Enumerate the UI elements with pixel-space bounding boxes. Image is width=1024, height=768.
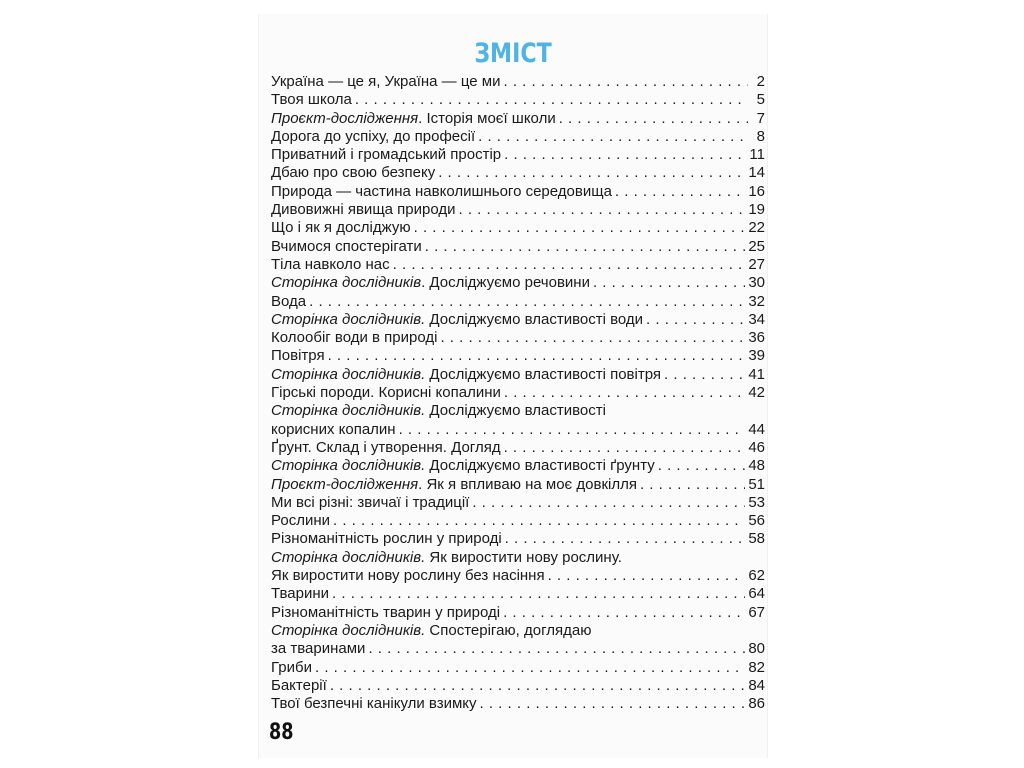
toc-entry-text-continued: корисних копалин [271, 420, 396, 438]
toc-entry-title [271, 476, 637, 494]
toc-line [271, 311, 765, 329]
toc-line [271, 219, 765, 237]
dot-leader [664, 366, 745, 384]
toc-line [271, 421, 765, 439]
dot-leader [330, 677, 746, 695]
dot-leader [333, 512, 745, 530]
toc-entry-text: Гриби [271, 658, 312, 676]
toc-entry-title [271, 73, 500, 91]
toc-entry-page: 22 [748, 219, 765, 237]
toc-entry [271, 256, 765, 274]
toc-entry [271, 110, 765, 128]
toc-entry-text: Ми всі різні: звичаї і традиції [271, 493, 470, 511]
toc-entry-title [271, 219, 411, 237]
toc-entry-title [271, 384, 501, 402]
dot-leader [332, 585, 745, 603]
toc-entry-text: Як виростити нову рослину. [425, 548, 622, 566]
toc-line [271, 347, 765, 365]
toc-entry-page: 5 [756, 91, 765, 109]
toc-entry-text: Твої безпечні канікули взимку [271, 695, 477, 713]
toc-entry [271, 512, 765, 530]
toc-line [271, 329, 765, 347]
toc-entry [271, 366, 765, 384]
toc-entry [271, 476, 765, 494]
toc-entry-title [271, 549, 622, 567]
toc-entry [271, 659, 765, 677]
toc-entry-title [271, 238, 422, 256]
toc-line [271, 640, 765, 658]
toc-line [271, 439, 765, 457]
toc-line [271, 695, 765, 713]
dot-leader [504, 439, 746, 457]
toc-entry-text: Тіла навколо нас [271, 255, 390, 273]
toc-entry-page: 30 [748, 274, 765, 292]
toc-entry [271, 347, 765, 365]
page-title: ЗМІСТ [474, 38, 552, 69]
toc-line [271, 366, 765, 384]
toc-entry [271, 238, 765, 256]
toc-line [271, 457, 765, 475]
dot-leader [646, 311, 745, 329]
dot-leader [559, 110, 748, 128]
toc-entry-title [271, 512, 330, 530]
toc-entry [271, 311, 765, 329]
dot-leader [503, 73, 748, 91]
toc-entry-page: 27 [748, 255, 765, 273]
toc-entry-page: 39 [748, 347, 765, 365]
toc-entry [271, 274, 765, 292]
dot-leader [309, 293, 745, 311]
toc-entry [271, 73, 765, 91]
toc-entry-title [271, 366, 661, 384]
toc-entry-title [271, 274, 590, 292]
toc-entry-text: Бактерії [271, 676, 327, 694]
toc-entry-page: 2 [756, 73, 765, 90]
dot-leader [640, 476, 745, 494]
toc-entry-text: Що і як я досліджую [271, 219, 411, 237]
toc-entry-italic-prefix: Сторінка дослідників. [271, 402, 426, 420]
toc-entry-italic-prefix: Проєкт-дослідження [271, 109, 419, 127]
dot-leader [440, 329, 745, 347]
toc-line [271, 274, 765, 292]
toc-entry-page: 34 [748, 310, 765, 328]
toc-line [271, 183, 765, 201]
toc-entry [271, 128, 765, 146]
toc-entry-page: 53 [748, 493, 765, 511]
toc-line [271, 256, 765, 274]
toc-line [271, 659, 765, 677]
toc-entry-title [271, 494, 469, 512]
toc-line [271, 585, 765, 603]
dot-leader [393, 256, 746, 274]
toc-entry-page: 8 [756, 127, 765, 145]
toc-entry-title [271, 201, 456, 219]
dot-leader [355, 91, 748, 109]
toc-entry-text: Україна — це я, Україна — це ми [271, 73, 501, 90]
toc-entry-italic-prefix: Сторінка дослідників. [271, 457, 426, 475]
dot-leader [504, 146, 746, 164]
toc-entry-title [271, 585, 329, 603]
toc-line [271, 293, 765, 311]
toc-entry-page: 80 [748, 640, 765, 658]
toc-entry-text: Природа — частина навколишнього середовища [271, 182, 612, 200]
toc-entry [271, 677, 765, 695]
toc-entry-italic-prefix: Сторінка дослідників. [271, 310, 426, 328]
toc-entry [271, 530, 765, 548]
toc-entry-title [271, 183, 612, 201]
toc-entry-page: 62 [748, 567, 765, 585]
dot-leader [459, 201, 746, 219]
toc-line [271, 201, 765, 219]
toc-entry-page: 46 [748, 438, 765, 456]
toc-entry-text: Дбаю про свою безпеку [271, 164, 436, 182]
toc-entry-title [271, 457, 655, 475]
toc-entry-text: Досліджуємо властивості [425, 402, 606, 420]
toc-entry [271, 219, 765, 237]
toc-entry-text: Досліджуємо властивості повітря [425, 365, 662, 383]
toc-line [271, 128, 765, 146]
toc-entry-text: Тварини [271, 585, 330, 603]
toc-entry-text: Колообіг води в природі [271, 329, 438, 347]
toc-entry-page: 11 [749, 146, 765, 164]
toc-entry-page: 51 [748, 475, 765, 493]
dot-leader [399, 421, 746, 439]
toc-entry-title [271, 256, 390, 274]
toc-entry-text: Твоя школа [271, 91, 352, 109]
toc-entry-page: 48 [748, 457, 765, 475]
toc-entry-text: Вчимося спостерігати [271, 237, 422, 255]
toc-entry-page: 58 [748, 530, 765, 548]
toc-entry-page: 86 [748, 695, 765, 713]
toc-line [271, 677, 765, 695]
toc-entry-title [271, 293, 306, 311]
toc-entry-title [271, 622, 591, 640]
toc-entry-title [271, 128, 475, 146]
toc-entry-italic-prefix: Сторінка дослідників. [271, 621, 426, 639]
toc-line [271, 164, 765, 182]
toc-entry [271, 439, 765, 457]
toc-entry-text: . Як я впливаю на моє довкілля [418, 475, 637, 493]
dot-leader [480, 695, 746, 713]
toc-entry [271, 146, 765, 164]
toc-entry-page: 16 [748, 182, 765, 200]
toc-entry-title [271, 91, 352, 109]
toc-entry-title [271, 695, 477, 713]
table-of-contents [271, 73, 765, 713]
toc-entry-text: Повітря [271, 347, 325, 365]
toc-entry [271, 183, 765, 201]
toc-entry-title [271, 146, 501, 164]
dot-leader [658, 457, 746, 475]
toc-entry-page: 56 [748, 512, 765, 530]
toc-entry [271, 457, 765, 475]
toc-entry-page: 67 [748, 603, 765, 621]
toc-entry-page: 36 [748, 329, 765, 347]
toc-entry-page: 14 [748, 164, 765, 182]
toc-entry [271, 164, 765, 182]
toc-entry-italic-prefix: Сторінка дослідників. [271, 548, 426, 566]
dot-leader [472, 494, 745, 512]
toc-entry-title [271, 439, 501, 457]
toc-entry [271, 91, 765, 109]
dot-leader [425, 238, 746, 256]
toc-entry-page: 84 [748, 676, 765, 694]
toc-entry-text: Різноманітність тварин у природі [271, 603, 501, 621]
dot-leader [505, 530, 746, 548]
toc-entry-title [271, 659, 312, 677]
toc-entry [271, 201, 765, 219]
toc-line [271, 512, 765, 530]
toc-line [271, 567, 765, 585]
toc-entry-title [271, 311, 643, 329]
toc-entry-title [271, 530, 502, 548]
toc-entry-text: Гірські породи. Корисні копалини [271, 384, 501, 402]
dot-leader [315, 659, 745, 677]
toc-entry-page: 82 [748, 658, 765, 676]
toc-entry-text: Ґрунт. Склад і утворення. Догляд [271, 438, 501, 456]
dot-leader [548, 567, 746, 585]
toc-line [271, 384, 765, 402]
toc-entry-page: 44 [748, 420, 765, 438]
book-page [258, 14, 768, 758]
toc-entry-text: Приватний і громадський простір [271, 146, 502, 164]
toc-entry-italic-prefix: Проєкт-дослідження [271, 475, 419, 493]
toc-entry-title [271, 604, 500, 622]
toc-entry-text: . Досліджуємо речовини [421, 274, 590, 292]
toc-entry-text: Спостерігаю, доглядаю [425, 621, 592, 639]
toc-line [271, 494, 765, 512]
dot-leader [615, 183, 745, 201]
toc-entry-title [271, 329, 437, 347]
toc-entry [271, 329, 765, 347]
toc-entry-text: Дорога до успіху, до професії [271, 127, 476, 145]
dot-leader [368, 640, 745, 658]
toc-entry [271, 604, 765, 622]
toc-entry-title [271, 110, 556, 128]
dot-leader [503, 604, 745, 622]
toc-line [271, 549, 765, 567]
dot-leader [414, 219, 746, 237]
toc-entry-italic-prefix: Сторінка дослідників. [271, 365, 426, 383]
page-number: 88 [269, 720, 294, 745]
toc-entry-title [271, 164, 435, 182]
toc-line [271, 238, 765, 256]
toc-entry [271, 622, 765, 659]
toc-entry-text-continued: за тваринами [271, 640, 366, 658]
toc-entry-text: Вода [271, 292, 307, 310]
toc-entry [271, 293, 765, 311]
toc-line [271, 604, 765, 622]
dot-leader [328, 347, 746, 365]
toc-entry [271, 585, 765, 603]
toc-line [271, 73, 765, 91]
dot-leader [438, 164, 745, 182]
toc-entry-page: 7 [756, 109, 765, 127]
toc-entry-text: Різноманітність рослин у природі [271, 530, 502, 548]
toc-entry [271, 695, 765, 713]
dot-leader [504, 384, 745, 402]
toc-line [271, 91, 765, 109]
toc-entry-text: Досліджуємо властивості води [425, 310, 644, 328]
toc-entry-page: 41 [748, 365, 765, 383]
toc-entry-page: 19 [748, 201, 765, 219]
toc-entry [271, 384, 765, 402]
toc-line [271, 402, 765, 420]
toc-entry-page: 42 [748, 384, 765, 402]
toc-line [271, 622, 765, 640]
toc-entry-italic-prefix: Сторінка дослідників [271, 274, 422, 292]
dot-leader [478, 128, 748, 146]
toc-entry-page: 64 [748, 585, 765, 603]
toc-entry-text-continued: Як виростити нову рослину без насіння [271, 567, 545, 585]
toc-entry [271, 402, 765, 439]
toc-entry-text: Дивовижні явища природи [271, 201, 456, 219]
toc-entry-text: Досліджуємо властивості ґрунту [425, 457, 655, 475]
dot-leader [593, 274, 745, 292]
toc-entry [271, 494, 765, 512]
toc-entry-text: . Історія моєї школи [418, 109, 556, 127]
toc-line [271, 476, 765, 494]
toc-entry-page: 25 [748, 237, 765, 255]
toc-entry-title [271, 402, 606, 420]
toc-entry-text: Рослини [271, 512, 330, 530]
toc-line [271, 530, 765, 548]
toc-entry-title [271, 677, 327, 695]
toc-line [271, 110, 765, 128]
toc-entry [271, 549, 765, 586]
toc-entry-page: 32 [748, 292, 765, 310]
toc-line [271, 146, 765, 164]
toc-entry-title [271, 347, 325, 365]
